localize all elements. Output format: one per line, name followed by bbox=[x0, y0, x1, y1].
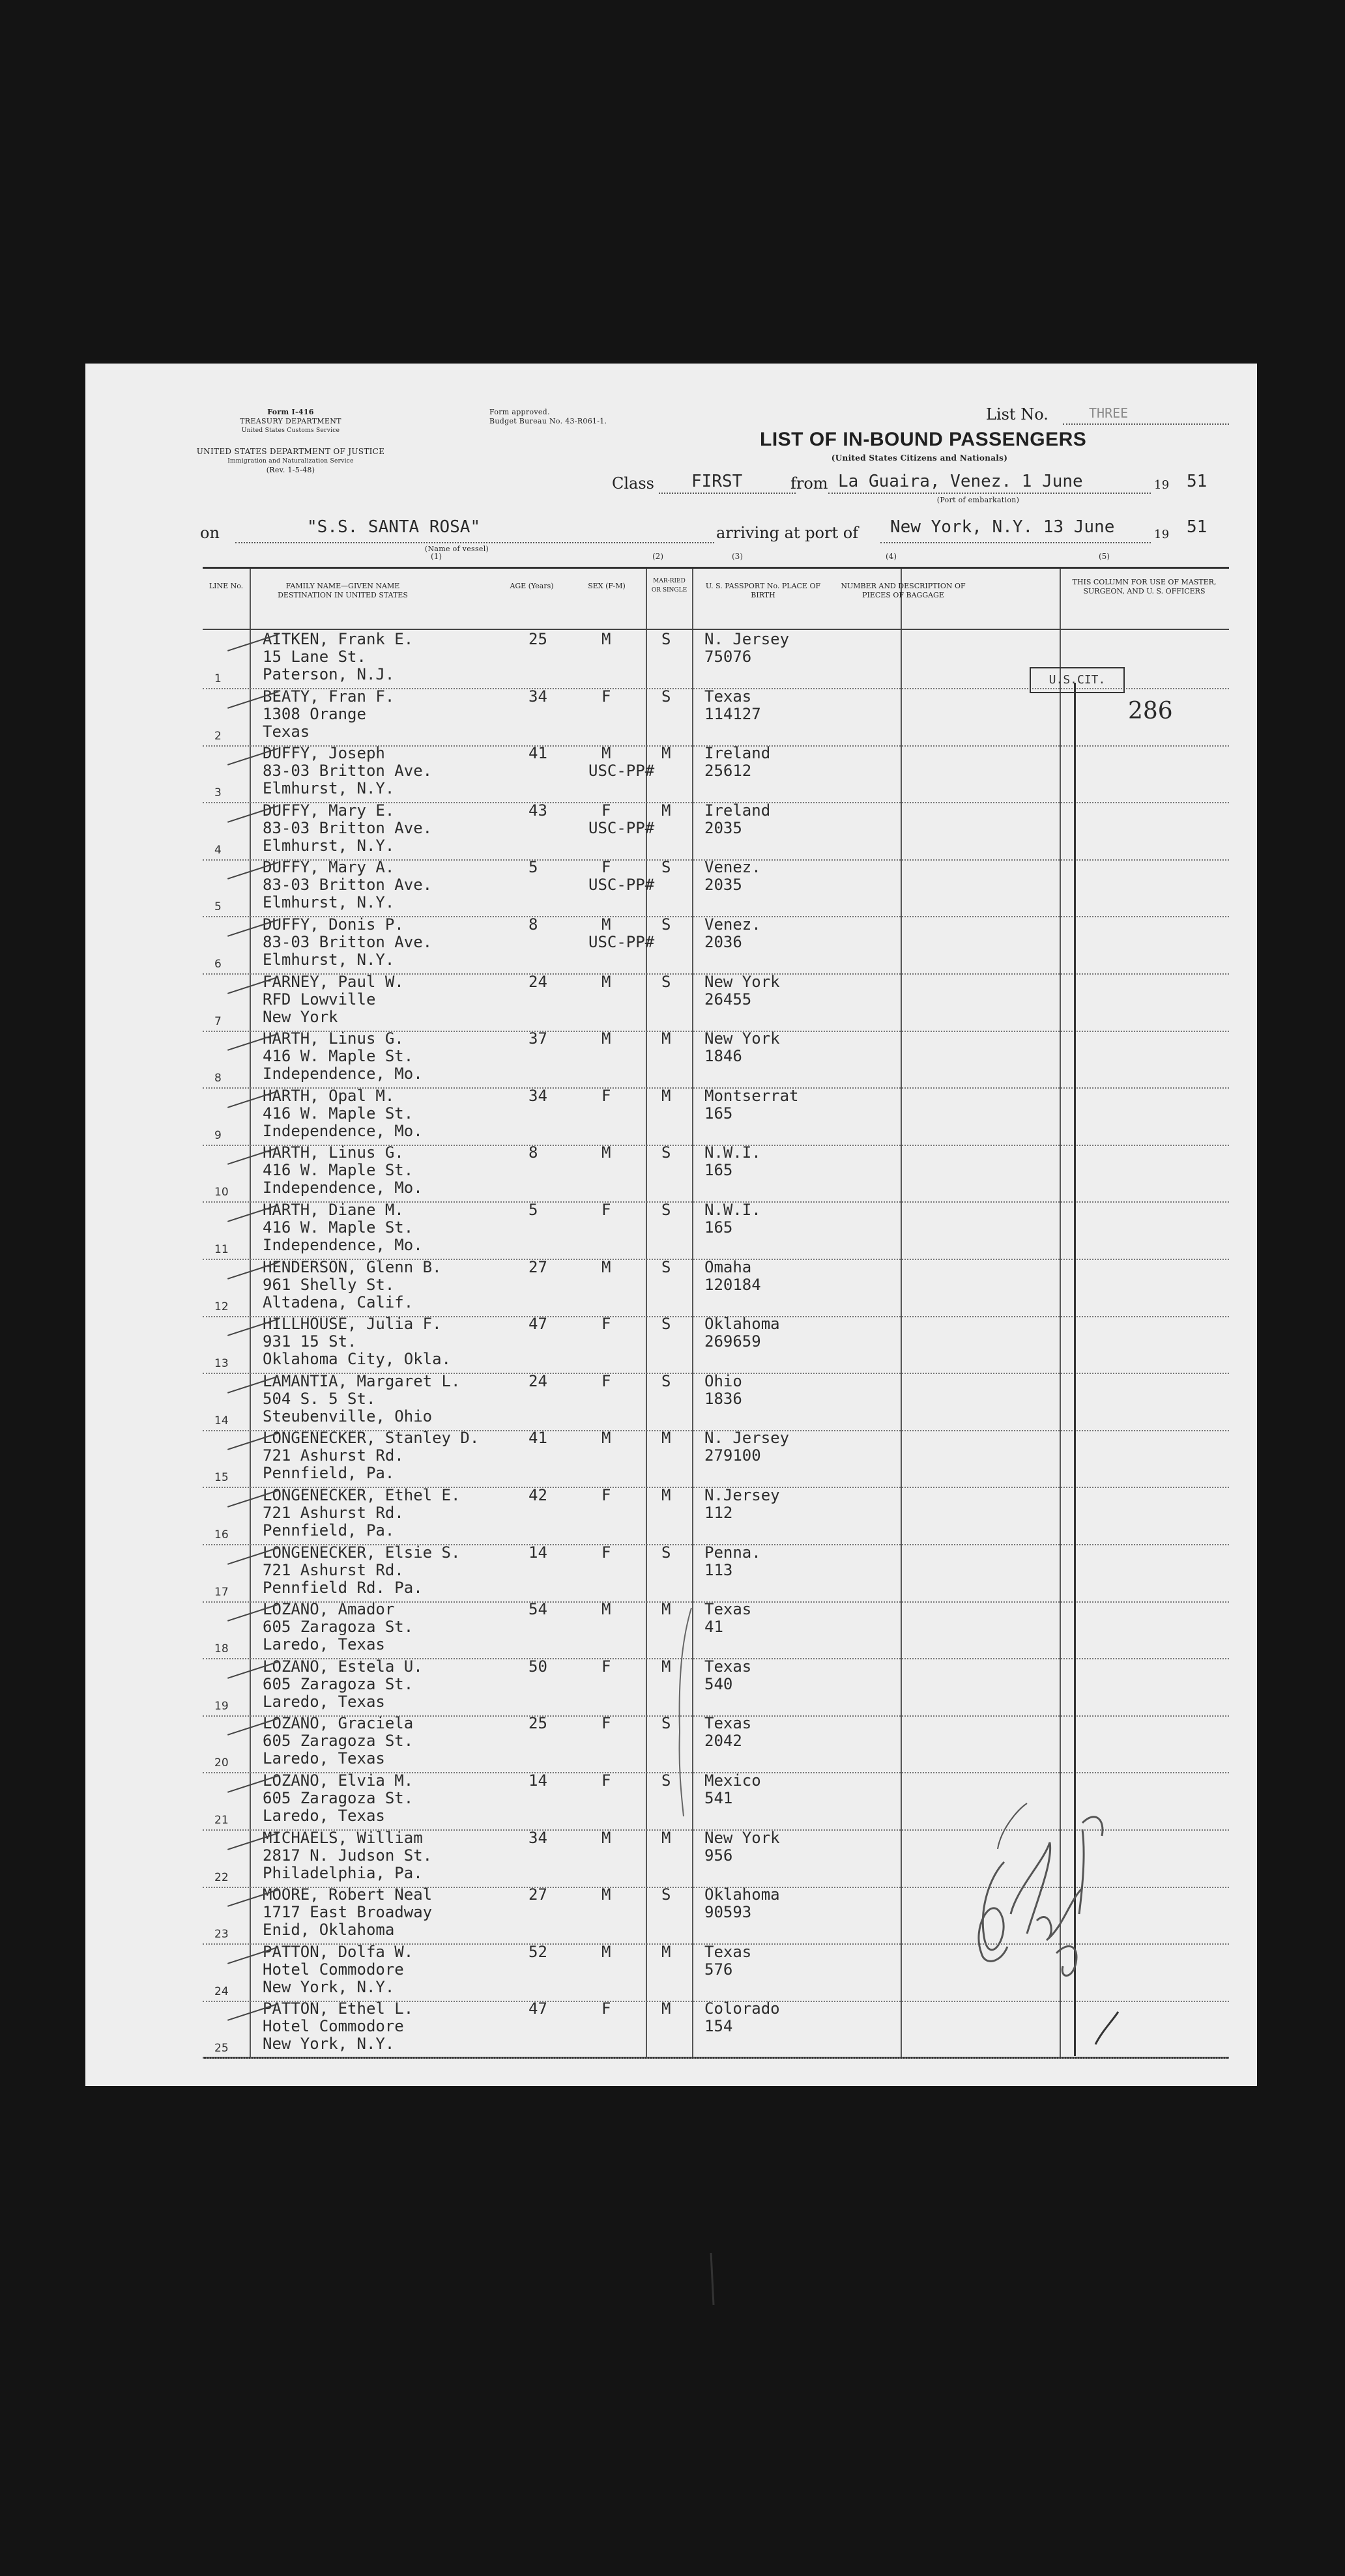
passenger-name: HARTH, Linus G. bbox=[263, 1143, 404, 1162]
address-street: Hotel Commodore bbox=[263, 1960, 404, 1979]
passport-number: 2035 bbox=[704, 818, 742, 837]
age-value: 24 bbox=[528, 972, 547, 991]
birthplace: Texas bbox=[704, 1657, 752, 1676]
vessel-underline bbox=[235, 542, 714, 543]
address-city: New York, N.Y. bbox=[263, 1977, 395, 1996]
class-label: Class bbox=[612, 474, 654, 493]
address-city: Elmhurst, N.Y. bbox=[263, 951, 395, 969]
passport-number: 120184 bbox=[704, 1275, 761, 1294]
marital-status: M bbox=[661, 1029, 671, 1048]
line-number: 8 bbox=[214, 1072, 222, 1085]
address-city: Pennfield, Pa. bbox=[263, 1464, 395, 1483]
line-number: 12 bbox=[214, 1300, 229, 1313]
age-value: 34 bbox=[528, 687, 547, 706]
officer-signature bbox=[887, 1784, 1121, 2090]
address-street: 416 W. Maple St. bbox=[263, 1218, 414, 1237]
passenger-name: LOZANO, Amador bbox=[263, 1600, 395, 1619]
passport-number: 113 bbox=[704, 1560, 733, 1579]
address-street: 961 Shelly St. bbox=[263, 1275, 395, 1294]
marital-status: M bbox=[661, 1657, 671, 1676]
citizenship-note: USC-PP# bbox=[588, 933, 655, 951]
sex-value: M bbox=[601, 1600, 611, 1619]
sex-value: F bbox=[601, 1771, 611, 1790]
age-value: 50 bbox=[528, 1657, 547, 1676]
marital-status: M bbox=[661, 744, 671, 763]
line-number: 24 bbox=[214, 1984, 229, 1998]
list-no-underline bbox=[1063, 423, 1229, 425]
line-number: 6 bbox=[214, 958, 222, 971]
header-sex: SEX (F-M) bbox=[588, 582, 626, 590]
passenger-name: LONGENECKER, Ethel E. bbox=[263, 1486, 461, 1504]
age-value: 14 bbox=[528, 1771, 547, 1790]
age-value: 52 bbox=[528, 1942, 547, 1961]
address-street: 416 W. Maple St. bbox=[263, 1104, 414, 1123]
marital-status: M bbox=[661, 1999, 671, 2018]
sex-value: F bbox=[601, 1371, 611, 1390]
passenger-name: HENDERSON, Glenn B. bbox=[263, 1257, 442, 1276]
passport-number: 75076 bbox=[704, 648, 752, 666]
address-street: 721 Ashurst Rd. bbox=[263, 1504, 404, 1522]
birthplace: Texas bbox=[704, 1942, 752, 1961]
marital-status: S bbox=[661, 1714, 671, 1733]
birthplace: Colorado bbox=[704, 1999, 780, 2018]
address-city: Enid, Oklahoma bbox=[263, 1921, 395, 1939]
address-street: 605 Zaragoza St. bbox=[263, 1674, 414, 1693]
address-city: Laredo, Texas bbox=[263, 1635, 385, 1654]
passport-number: 154 bbox=[704, 2017, 733, 2036]
handwritten-number: 286 bbox=[1128, 698, 1173, 724]
marital-status: S bbox=[661, 1143, 671, 1162]
passenger-name: LAMANTIA, Margaret L. bbox=[263, 1371, 461, 1390]
form-approved: Form approved. bbox=[489, 408, 550, 416]
marital-status: M bbox=[661, 1086, 671, 1105]
marital-status: S bbox=[661, 1315, 671, 1334]
port-of-arrival: New York, N.Y. 13 June bbox=[890, 517, 1115, 537]
marital-status: S bbox=[661, 1885, 671, 1904]
birthplace: Texas bbox=[704, 1600, 752, 1619]
line-number: 10 bbox=[214, 1186, 229, 1199]
passenger-name: MICHAELS, William bbox=[263, 1828, 423, 1847]
sex-value: F bbox=[601, 687, 611, 706]
line-number: 15 bbox=[214, 1471, 229, 1485]
arriving-label: arriving at port of bbox=[716, 524, 859, 542]
birthplace: New York bbox=[704, 1828, 780, 1847]
passport-number: 2042 bbox=[704, 1732, 742, 1751]
address-street: RFD Lowville bbox=[263, 990, 376, 1009]
passport-number: 576 bbox=[704, 1960, 733, 1979]
age-value: 42 bbox=[528, 1486, 547, 1504]
line-number: 5 bbox=[214, 900, 222, 914]
address-city: Elmhurst, N.Y. bbox=[263, 893, 395, 912]
passport-number: 114127 bbox=[704, 704, 761, 723]
from-label: from bbox=[790, 474, 828, 493]
line-number: 23 bbox=[214, 1928, 229, 1941]
class-value: FIRST bbox=[691, 472, 743, 491]
line-number: 14 bbox=[214, 1414, 229, 1427]
sex-value: F bbox=[601, 1714, 611, 1733]
year-prefix-2: 19 bbox=[1154, 528, 1170, 541]
address-street: 416 W. Maple St. bbox=[263, 1047, 414, 1066]
address-street: 721 Ashurst Rd. bbox=[263, 1446, 404, 1465]
address-street: 1717 East Broadway bbox=[263, 1903, 433, 1922]
column-number: (3) bbox=[732, 552, 743, 561]
column-number: (4) bbox=[886, 552, 897, 561]
age-value: 47 bbox=[528, 1315, 547, 1334]
birthplace: Texas bbox=[704, 1714, 752, 1733]
sex-value: M bbox=[601, 630, 611, 648]
address-city: Philadelphia, Pa. bbox=[263, 1863, 423, 1882]
passenger-name: DUFFY, Joseph bbox=[263, 744, 385, 763]
address-city: Elmhurst, N.Y. bbox=[263, 779, 395, 798]
sex-value: F bbox=[601, 1999, 611, 2018]
passenger-manifest-page bbox=[85, 364, 1257, 2086]
address-city: Independence, Mo. bbox=[263, 1065, 423, 1083]
list-no-label: List No. bbox=[986, 405, 1049, 423]
address-street: 931 15 St. bbox=[263, 1332, 357, 1351]
birthplace: Ireland bbox=[704, 801, 771, 820]
passport-number: 26455 bbox=[704, 990, 752, 1009]
column-number: (2) bbox=[652, 552, 663, 561]
vessel-caption: (Name of vessel) bbox=[424, 545, 489, 553]
birthplace: Ireland bbox=[704, 744, 771, 763]
birthplace: Omaha bbox=[704, 1257, 752, 1276]
sex-value: F bbox=[601, 1315, 611, 1334]
line-number: 11 bbox=[214, 1243, 229, 1256]
passenger-name: LONGENECKER, Stanley D. bbox=[263, 1429, 480, 1448]
age-value: 43 bbox=[528, 801, 547, 820]
age-value: 47 bbox=[528, 1999, 547, 2018]
sex-value: M bbox=[601, 1885, 611, 1904]
address-street: 605 Zaragoza St. bbox=[263, 1618, 414, 1637]
line-number: 25 bbox=[214, 2042, 229, 2055]
marital-status: M bbox=[661, 1600, 671, 1619]
sex-value: M bbox=[601, 744, 611, 763]
marital-status: S bbox=[661, 687, 671, 706]
address-city: New York bbox=[263, 1007, 338, 1026]
passport-number: 112 bbox=[704, 1504, 733, 1522]
address-street: 416 W. Maple St. bbox=[263, 1161, 414, 1180]
age-value: 25 bbox=[528, 630, 547, 648]
birthplace: N.W.I. bbox=[704, 1143, 761, 1162]
line-number: 21 bbox=[214, 1814, 229, 1827]
address-street: 83-03 Britton Ave. bbox=[263, 933, 433, 951]
margin-mark bbox=[607, 1601, 737, 2422]
sex-value: F bbox=[601, 1543, 611, 1562]
passport-number: 90593 bbox=[704, 1903, 752, 1922]
passport-number: 541 bbox=[704, 1789, 733, 1807]
header-passport: U. S. PASSPORT No. PLACE OF BIRTH bbox=[705, 582, 821, 599]
on-label: on bbox=[200, 524, 220, 542]
citizenship-note: USC-PP# bbox=[588, 818, 655, 837]
header-baggage: NUMBER AND DESCRIPTION OF PIECES OF BAGGAGE bbox=[841, 582, 966, 599]
address-street: 605 Zaragoza St. bbox=[263, 1732, 414, 1751]
passport-number: 279100 bbox=[704, 1446, 761, 1465]
arrival-underline bbox=[880, 542, 1151, 543]
marital-status: S bbox=[661, 1371, 671, 1390]
passenger-name: DUFFY, Mary E. bbox=[263, 801, 395, 820]
list-no-value: THREE bbox=[1089, 405, 1129, 421]
line-number: 13 bbox=[214, 1357, 229, 1371]
passenger-name: HARTH, Opal M. bbox=[263, 1086, 395, 1105]
marital-status: M bbox=[661, 1942, 671, 1961]
address-city: New York, N.Y. bbox=[263, 2035, 395, 2054]
immigration-service: Immigration and Naturalization Service bbox=[227, 458, 354, 465]
line-number: 9 bbox=[214, 1128, 222, 1142]
birthplace: N.W.I. bbox=[704, 1201, 761, 1219]
passport-number: 165 bbox=[704, 1161, 733, 1180]
us-citizen-stamp: U.S.CIT. bbox=[1030, 667, 1125, 693]
year-1: 51 bbox=[1187, 472, 1208, 491]
birthplace: Montserrat bbox=[704, 1086, 799, 1105]
address-city: Independence, Mo. bbox=[263, 1179, 423, 1197]
address-street: 504 S. 5 St. bbox=[263, 1389, 376, 1408]
sex-value: M bbox=[601, 1029, 611, 1048]
address-city: Oklahoma City, Okla. bbox=[263, 1350, 451, 1369]
marital-status: S bbox=[661, 1257, 671, 1276]
address-city: Laredo, Texas bbox=[263, 1749, 385, 1768]
marital-status: S bbox=[661, 630, 671, 648]
line-number: 3 bbox=[214, 786, 222, 800]
sex-value: F bbox=[601, 1201, 611, 1219]
address-city: Pennfield, Pa. bbox=[263, 1521, 395, 1539]
address-street: 83-03 Britton Ave. bbox=[263, 762, 433, 780]
line-number: 4 bbox=[214, 843, 222, 857]
birthplace: Mexico bbox=[704, 1771, 761, 1790]
customs-service: United States Customs Service bbox=[241, 427, 340, 434]
birthplace: Penna. bbox=[704, 1543, 761, 1562]
passport-number: 41 bbox=[704, 1618, 723, 1637]
line-number: 2 bbox=[214, 729, 222, 743]
revision-date: (Rev. 1-5-48) bbox=[266, 466, 315, 474]
line-number: 22 bbox=[214, 1870, 229, 1884]
line-number: 1 bbox=[214, 672, 222, 685]
marital-status: S bbox=[661, 858, 671, 877]
passenger-name: LOZANO, Elvia M. bbox=[263, 1771, 414, 1790]
passenger-name: LOZANO, Estela U. bbox=[263, 1657, 423, 1676]
birthplace: New York bbox=[704, 1029, 780, 1048]
age-value: 27 bbox=[528, 1257, 547, 1276]
budget-bureau: Budget Bureau No. 43-R061-1. bbox=[489, 417, 607, 425]
marital-status: M bbox=[661, 1429, 671, 1448]
address-street: 15 Lane St. bbox=[263, 648, 366, 666]
marital-status: S bbox=[661, 915, 671, 934]
column-number: (5) bbox=[1099, 552, 1110, 561]
passenger-name: AITKEN, Frank E. bbox=[263, 630, 414, 648]
passport-number: 269659 bbox=[704, 1332, 761, 1351]
age-value: 8 bbox=[528, 1143, 538, 1162]
address-street: 605 Zaragoza St. bbox=[263, 1789, 414, 1807]
marital-status: S bbox=[661, 1771, 671, 1790]
birthplace: N. Jersey bbox=[704, 1429, 790, 1448]
passenger-name: HILLHOUSE, Julia F. bbox=[263, 1315, 442, 1334]
sex-value: F bbox=[601, 1486, 611, 1504]
marital-status: M bbox=[661, 1486, 671, 1504]
address-street: 1308 Orange bbox=[263, 704, 366, 723]
passport-number: 956 bbox=[704, 1846, 733, 1865]
address-city: Laredo, Texas bbox=[263, 1807, 385, 1825]
sex-value: F bbox=[601, 1086, 611, 1105]
age-value: 24 bbox=[528, 1371, 547, 1390]
passport-number: 1836 bbox=[704, 1389, 742, 1408]
sex-value: M bbox=[601, 1429, 611, 1448]
header-line-no: LINE No. bbox=[209, 582, 244, 590]
marital-status: S bbox=[661, 1201, 671, 1219]
birthplace: Ohio bbox=[704, 1371, 742, 1390]
passport-number: 165 bbox=[704, 1104, 733, 1123]
year-prefix-1: 19 bbox=[1154, 478, 1170, 492]
address-street: 83-03 Britton Ave. bbox=[263, 818, 433, 837]
birthplace: Venez. bbox=[704, 858, 761, 877]
address-street: 2817 N. Judson St. bbox=[263, 1846, 433, 1865]
line-number: 17 bbox=[214, 1585, 229, 1599]
address-city: Texas bbox=[263, 722, 310, 741]
marital-status: M bbox=[661, 801, 671, 820]
age-value: 14 bbox=[528, 1543, 547, 1562]
age-value: 54 bbox=[528, 1600, 547, 1619]
passenger-name: DUFFY, Donis P. bbox=[263, 915, 404, 934]
header-age: AGE (Years) bbox=[510, 582, 554, 590]
line-number: 20 bbox=[214, 1756, 229, 1770]
sex-value: M bbox=[601, 972, 611, 991]
passenger-name: HARTH, Diane M. bbox=[263, 1201, 404, 1219]
class-underline bbox=[659, 493, 796, 494]
age-value: 27 bbox=[528, 1885, 547, 1904]
passenger-name: PATTON, Ethel L. bbox=[263, 1999, 414, 2018]
address-city: Steubenville, Ohio bbox=[263, 1407, 433, 1425]
sex-value: M bbox=[601, 1942, 611, 1961]
column-number: (1) bbox=[431, 552, 442, 561]
port-of-embarkation: La Guaira, Venez. 1 June bbox=[838, 472, 1083, 491]
passport-number: 2035 bbox=[704, 876, 742, 894]
passenger-name: MOORE, Robert Neal bbox=[263, 1885, 433, 1904]
passenger-name: BEATY, Fran F. bbox=[263, 687, 395, 706]
line-number: 18 bbox=[214, 1642, 229, 1656]
sex-value: F bbox=[601, 801, 611, 820]
age-value: 8 bbox=[528, 915, 538, 934]
year-2: 51 bbox=[1187, 517, 1208, 537]
header-name: FAMILY NAME—GIVEN NAME DESTINATION IN UNITED STATES bbox=[278, 582, 408, 599]
birthplace: Oklahoma bbox=[704, 1885, 780, 1904]
line-number: 19 bbox=[214, 1699, 229, 1713]
address-city: Pennfield Rd. Pa. bbox=[263, 1578, 423, 1597]
passport-number: 2036 bbox=[704, 933, 742, 951]
age-value: 34 bbox=[528, 1828, 547, 1847]
birthplace: New York bbox=[704, 972, 780, 991]
department-of-justice: UNITED STATES DEPARTMENT OF JUSTICE bbox=[196, 447, 385, 456]
passenger-name: FARNEY, Paul W. bbox=[263, 972, 404, 991]
passenger-name: HARTH, Linus G. bbox=[263, 1029, 404, 1048]
passport-number: 1846 bbox=[704, 1047, 742, 1066]
age-value: 41 bbox=[528, 1429, 547, 1448]
passenger-name: LOZANO, Graciela bbox=[263, 1714, 414, 1733]
sex-value: M bbox=[601, 1143, 611, 1162]
embarkation-underline bbox=[828, 493, 1151, 494]
age-value: 25 bbox=[528, 1714, 547, 1733]
address-city: Paterson, N.J. bbox=[263, 665, 395, 683]
age-value: 34 bbox=[528, 1086, 547, 1105]
page-title: LIST OF IN-BOUND PASSENGERS bbox=[760, 429, 1087, 450]
marital-status: S bbox=[661, 972, 671, 991]
sex-value: F bbox=[601, 1657, 611, 1676]
address-city: Elmhurst, N.Y. bbox=[263, 836, 395, 855]
sex-value: F bbox=[601, 858, 611, 877]
address-street: 721 Ashurst Rd. bbox=[263, 1560, 404, 1579]
sex-value: M bbox=[601, 915, 611, 934]
passenger-name: DUFFY, Mary A. bbox=[263, 858, 395, 877]
address-city: Altadena, Calif. bbox=[263, 1293, 414, 1311]
treasury-department: TREASURY DEPARTMENT bbox=[240, 417, 341, 425]
address-city: Independence, Mo. bbox=[263, 1121, 423, 1140]
passport-number: 25612 bbox=[704, 762, 752, 780]
sex-value: M bbox=[601, 1828, 611, 1847]
birthplace: N.Jersey bbox=[704, 1486, 780, 1504]
vessel-name: "S.S. SANTA ROSA" bbox=[307, 517, 481, 537]
address-street: 83-03 Britton Ave. bbox=[263, 876, 433, 894]
line-number: 7 bbox=[214, 1014, 222, 1028]
birthplace: Texas bbox=[704, 687, 752, 706]
page-subtitle: (United States Citizens and Nationals) bbox=[831, 453, 1008, 463]
address-city: Laredo, Texas bbox=[263, 1692, 385, 1711]
passport-number: 540 bbox=[704, 1674, 733, 1693]
citizenship-note: USC-PP# bbox=[588, 762, 655, 780]
passport-number: 165 bbox=[704, 1218, 733, 1237]
birthplace: Oklahoma bbox=[704, 1315, 780, 1334]
age-value: 41 bbox=[528, 744, 547, 763]
embarkation-caption: (Port of embarkation) bbox=[936, 496, 1020, 504]
marital-status: S bbox=[661, 1543, 671, 1562]
form-number: Form I-416 bbox=[267, 408, 314, 416]
age-value: 37 bbox=[528, 1029, 547, 1048]
age-value: 5 bbox=[528, 858, 538, 877]
line-number: 16 bbox=[214, 1528, 229, 1541]
age-value: 5 bbox=[528, 1201, 538, 1219]
birthplace: Venez. bbox=[704, 915, 761, 934]
sex-value: M bbox=[601, 1257, 611, 1276]
header-officers: THIS COLUMN FOR USE OF MASTER, SURGEON, AND U. S. OFFICERS bbox=[1072, 578, 1217, 595]
citizenship-note: USC-PP# bbox=[588, 876, 655, 894]
passenger-name: PATTON, Dolfa W. bbox=[263, 1942, 414, 1961]
header-married: MAR-RIED OR SINGLE bbox=[651, 578, 687, 594]
address-street: Hotel Commodore bbox=[263, 2017, 404, 2036]
marital-status: M bbox=[661, 1828, 671, 1847]
address-city: Independence, Mo. bbox=[263, 1236, 423, 1254]
birthplace: N. Jersey bbox=[704, 630, 790, 648]
passenger-name: LONGENECKER, Elsie S. bbox=[263, 1543, 461, 1562]
